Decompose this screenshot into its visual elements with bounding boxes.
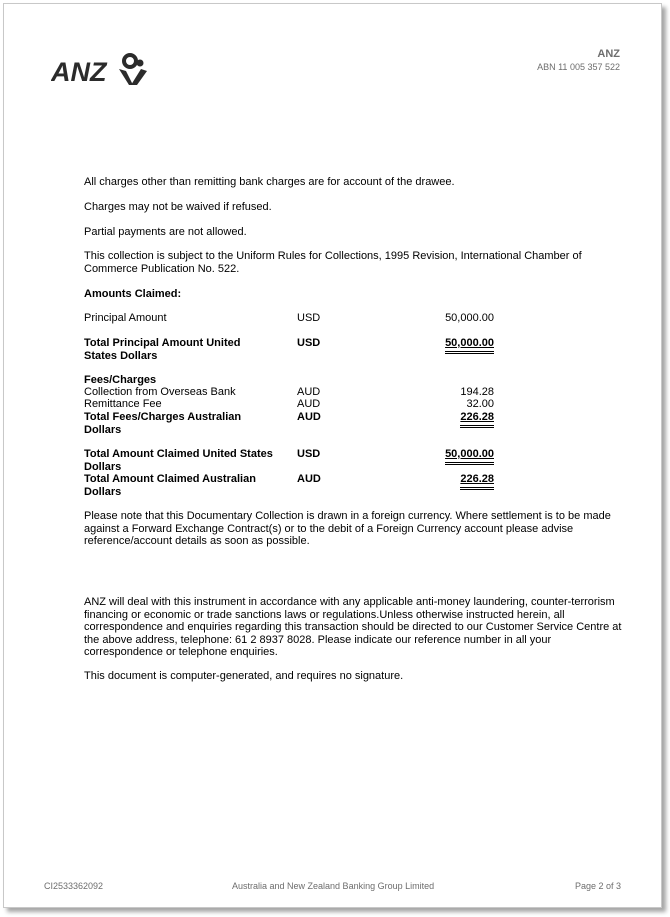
paragraph-urc: This collection is subject to the Uniform Rules for Collections, 1995 Revision, International Chamber of Commerce Publication No. 522. <box>84 250 582 275</box>
footer-page-number: Page 2 of 3 <box>574 881 621 891</box>
total-fees-currency: AUD <box>297 411 321 423</box>
header-bank-details <box>537 48 620 73</box>
total-principal-value: 50,000.00 <box>445 337 494 354</box>
anz-logo-text: ANZ <box>51 57 107 87</box>
fee-remittance-value: 32.00 <box>466 398 494 410</box>
paragraph-partial: Partial payments are not allowed. <box>84 226 247 238</box>
aml-note: ANZ will deal with this instrument in accordance with any applicable anti-money laundering, counter-terrorism financing or economic or trade sanctions laws or regulations.Unless otherwise instructed herein, all correspondence and enquiries regarding this transaction should be directed to our Customer Service Centre at the above address, telephone: 61 2 8937 8028. Please indicate our reference number in all your correspondence or telephone enquiries. <box>84 596 622 658</box>
claimed-aud-currency: AUD <box>297 473 321 485</box>
principal-label: Principal Amount <box>84 312 167 324</box>
total-fees-value: 226.28 <box>460 411 494 428</box>
header-bank-name: ANZ <box>597 48 620 60</box>
footer-company: Australia and New Zealand Banking Group Limited <box>232 881 435 891</box>
signature-note: This document is computer-generated, and requires no signature. <box>84 670 404 682</box>
anz-people-icon <box>119 55 147 85</box>
header-abn: ABN 11 005 357 522 <box>537 62 620 72</box>
claimed-usd-currency: USD <box>297 448 321 460</box>
document-page <box>3 3 662 908</box>
total-principal-currency: USD <box>297 337 321 349</box>
fee-remittance-label: Remittance Fee <box>84 398 162 410</box>
paragraph-waived: Charges may not be waived if refused. <box>84 201 272 213</box>
fee-remittance-currency: AUD <box>297 398 321 410</box>
fees-heading: Fees/Charges <box>84 374 157 386</box>
currency-note: Please note that this Documentary Collection is drawn in a foreign currency. Where settlement is to be made against a Forward Exchange Contract(s) or to the debit of a Foreign Currency account please advise reference/account details as soon as possible. <box>84 510 611 547</box>
total-fees-label: Total Fees/Charges Australian Dollars <box>84 411 242 436</box>
paragraph-charges: All charges other than remitting bank charges are for account of the drawee. <box>84 176 455 188</box>
claimed-usd-label: Total Amount Claimed United States Dollars <box>84 448 273 473</box>
principal-value: 50,000.00 <box>445 312 494 324</box>
fee-overseas-value: 194.28 <box>460 386 494 398</box>
claimed-aud-value: 226.28 <box>460 473 494 490</box>
principal-currency: USD <box>297 312 321 324</box>
fee-overseas-currency: AUD <box>297 386 321 398</box>
footer-reference: CI2533362092 <box>44 881 104 891</box>
anz-logo <box>51 51 151 87</box>
claimed-usd-value: 50,000.00 <box>445 448 494 465</box>
total-principal-label: Total Principal Amount United States Dollars <box>84 337 241 362</box>
amounts-heading: Amounts Claimed: <box>84 288 182 300</box>
claimed-aud-label: Total Amount Claimed Australian Dollars <box>84 473 256 498</box>
fee-overseas-label: Collection from Overseas Bank <box>84 386 236 398</box>
